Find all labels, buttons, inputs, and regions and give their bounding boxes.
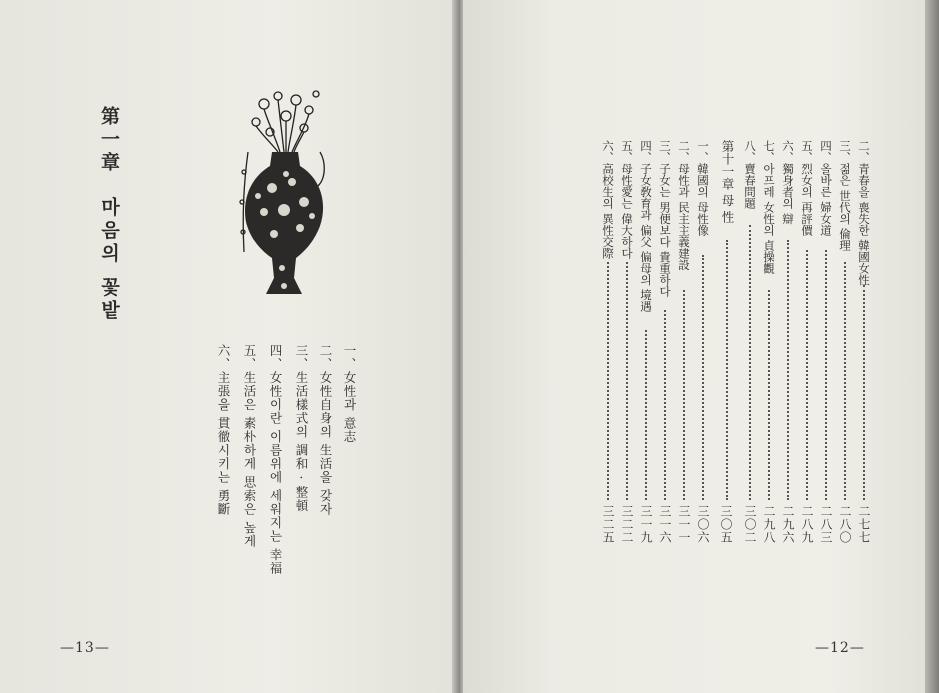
toc-title: 一、韓國의 母性像 [696, 140, 710, 236]
book-edge [925, 0, 939, 693]
toc-page-number: 三一一 [677, 505, 691, 544]
toc-page-number: 三一六 [658, 505, 672, 544]
chapter-item: 四、女性이란 이름위에 세워지는 幸福 [268, 344, 283, 575]
toc-title: 五、母性愛는 偉大하다 [620, 140, 634, 259]
toc-title: 四、올바른 婦女道 [819, 140, 833, 236]
toc-page-number: 三二二 [620, 505, 634, 544]
toc-title: 第十一章 母 性 [720, 140, 735, 223]
right-page [463, 0, 925, 693]
toc-leader [702, 255, 704, 500]
toc-leader [749, 225, 751, 500]
toc-title: 二、母性과 民主主義建設 [677, 140, 691, 271]
toc-leader [806, 250, 808, 500]
toc-title: 三、젊은 世代의 倫理 [838, 140, 852, 251]
toc-leader [844, 262, 846, 500]
toc-leader [664, 310, 666, 500]
toc-page-number: 三二五 [601, 505, 615, 544]
chapter-item: 三、生活樣式의 調和 · 整頓 [294, 344, 309, 513]
chapter-item: 五、生活은 素朴하게 思索은 높게 [242, 344, 257, 548]
toc-page-number: 二九六 [781, 505, 795, 544]
chapter-title: 마음의 꽃밭 [98, 197, 120, 323]
chapter-item: 六、主張을 貫徹시키는 勇斷 [216, 344, 231, 516]
toc-page-number: 二七七 [857, 505, 871, 544]
toc-leader [607, 262, 609, 500]
toc-title: 二、青春을 喪失한 韓國女性 [857, 140, 871, 286]
toc-title: 四、子女敎育과 偏父 偏母의 境遇 [639, 140, 653, 312]
toc-title: 五、烈女의 再評價 [800, 140, 814, 236]
page-number-left: —13— [60, 640, 110, 656]
toc-leader [768, 290, 770, 500]
chapter-heading [96, 106, 123, 323]
toc-leader [645, 330, 647, 500]
toc-leader [683, 290, 685, 500]
toc-leader [726, 240, 728, 500]
toc-page-number: 三〇六 [696, 505, 710, 544]
toc-page-number: 二九八 [762, 505, 776, 544]
toc-title: 七、아프레 女性의 貞操觀 [762, 140, 776, 274]
chapter-item: 一、女性과 意志 [342, 344, 357, 444]
toc-page-number: 三〇五 [719, 505, 733, 544]
toc-page-number: 三〇二 [743, 505, 757, 544]
page-number-right: —12— [815, 640, 865, 656]
toc-title: 三、子女는 男便보다 貴重하다 [658, 140, 672, 297]
toc-page-number: 三一九 [639, 505, 653, 544]
chapter-number: 第一章 [98, 106, 120, 175]
toc-page-number: 二八〇 [838, 505, 852, 544]
chapter-item: 二、女性自身의 生活을 갖자 [318, 344, 333, 516]
left-page [0, 0, 458, 693]
toc-leader [863, 285, 865, 500]
toc-title: 六、高校生의 異性交際 [601, 140, 615, 259]
toc-title: 八、賣春問題 [743, 140, 757, 209]
toc-leader [626, 262, 628, 500]
toc-leader [825, 250, 827, 500]
toc-page-number: 二八三 [819, 505, 833, 544]
toc-page-number: 二八九 [800, 505, 814, 544]
toc-title: 六、獨身者의 辯 [781, 140, 795, 225]
vase-illustration [234, 82, 330, 298]
toc-leader [787, 240, 789, 500]
